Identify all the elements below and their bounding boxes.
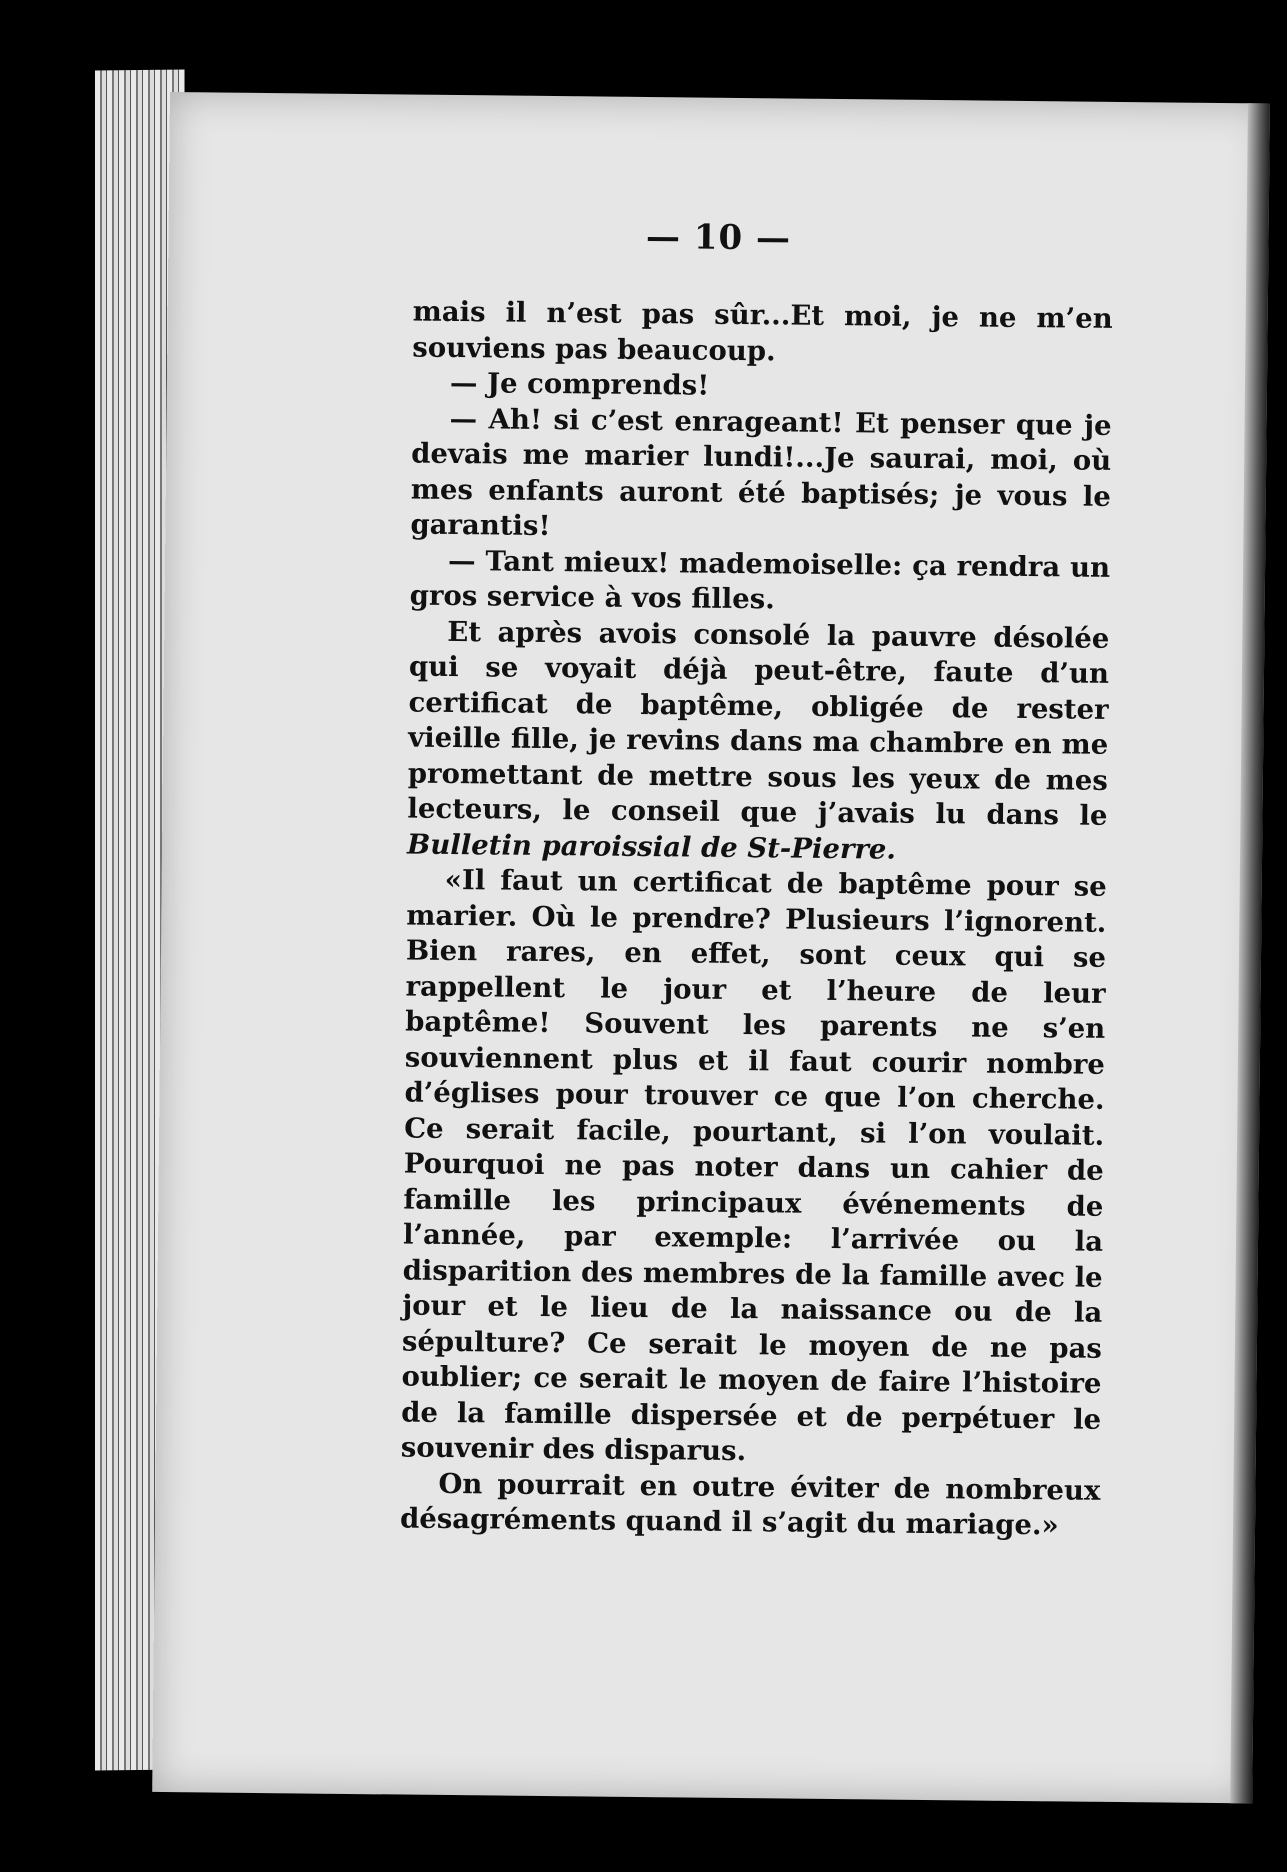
page-number: — 10 — (645, 216, 792, 259)
dialogue-line: — Tant mieux! mademoiselle: ça rendra un gros service à vos filles. (409, 544, 1111, 616)
paragraph (407, 614, 1110, 870)
dialogue-line: — Je comprends! (449, 366, 710, 402)
quoted-paragraph: «Il faut un certificat de baptême pour se marier. Où le prendre? Plusieurs l’ignorent. Bien rares, en effet, sont ceux qui se rappellent le jour et l’heure de leur baptême! Souvent les parents ne s’en souviennent plus et il faut courir nombre d’églises pour trouver ce que l’on cherche. Ce serait facile, pourtant, si l’on voulait. Pourquoi ne pas noter dans un cahier de famille les principaux événements de l’année, par exemple: l’arrivée ou la disparition des membres de la famille avec le jour et le lieu de la naissance ou de la sépulture? Ce serait le moyen de ne pas oublier; ce serait le moyen de faire l’histoire de la famille dispersée et de perpétuer le souvenir des disparus. (400, 863, 1107, 1468)
paragraph: mais il n’est pas sûr...Et moi, je ne m’en souviens pas beaucoup. (412, 295, 1113, 367)
paragraph-text: Et après avois consolé la pauvre désolée qui se voyait déjà peut-être, faute d’un certificat de baptême, obligée de rester vieille fille, je revins dans ma chambre en me promettant de mettre sous les yeux de mes lecteurs, le conseil que j’avais lu dans le (407, 615, 1110, 832)
quoted-paragraph: On pourrait en outre éviter de nombreux désagréments quand il s’agit du mariage.» (399, 1467, 1101, 1542)
book-page (152, 92, 1270, 1803)
page-binding-shadow (1230, 103, 1270, 1803)
page-text (400, 295, 1113, 1545)
dialogue-line: — Ah! si c’est enrageant! Et penser que je devais me marier lundi!...Je saurai, moi, où mes enfants auront été baptisés; je vous le garantis! (410, 402, 1112, 543)
publication-title: Bulletin paroissial de St-Pierre. (406, 828, 897, 866)
